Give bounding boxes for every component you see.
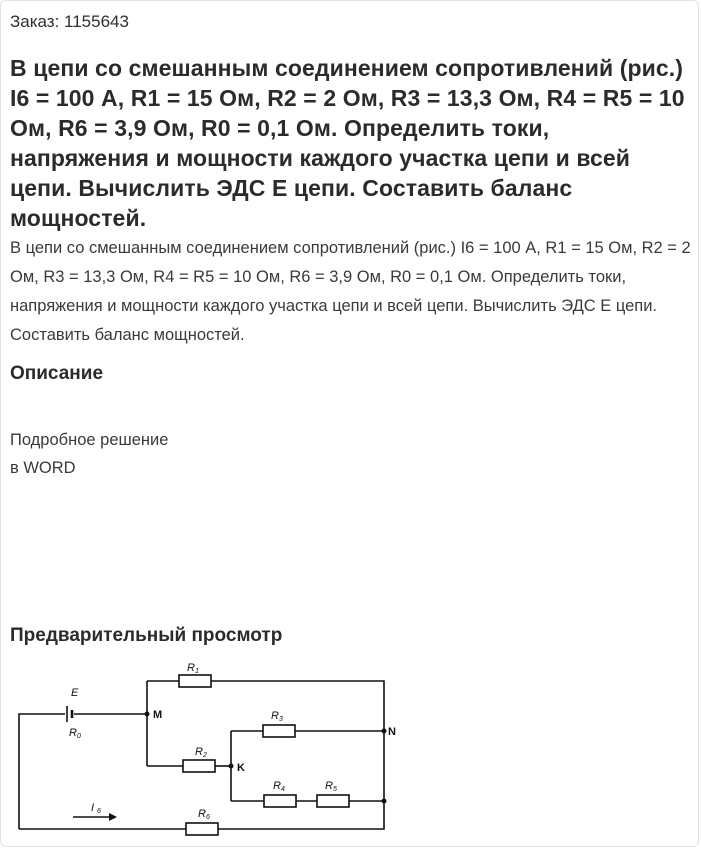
preview-heading: Предварительный просмотр: [10, 625, 283, 646]
description-text: [10, 426, 168, 482]
label-R1-sub: 1: [195, 668, 199, 675]
label-I6-sub: 6: [97, 808, 101, 815]
label-R4: R: [273, 780, 281, 792]
resistor-R4: [264, 795, 296, 807]
resistor-R6: [186, 823, 218, 835]
node-M-dot: [145, 712, 150, 717]
resistor-R5: [317, 795, 349, 807]
label-R0-sub: 0: [77, 733, 81, 740]
resistor-R2: [183, 760, 215, 772]
wire-left: [19, 714, 65, 829]
label-R2: R: [195, 746, 203, 758]
problem-description: В цепи со смешанным соединением сопротивлений (рис.) I6 = 100 А, R1 = 15 Ом, R2 = 2 Ом, R3 = 13,3 Ом, R4 = R5 = 10 Ом, R6 = 3,9 Ом, R0 = 0,1 Ом. Определить токи, напряжения и мощности каждого участка цепи и всей цепи. Вычислить ЭДС Е цепи. Составить баланс мощностей.: [10, 239, 691, 344]
label-R2-sub: 2: [203, 752, 207, 759]
label-R1: R: [187, 662, 195, 674]
circuit-preview-image: [1, 656, 401, 841]
label-R0: R: [69, 727, 77, 739]
node-K-dot: [229, 764, 234, 769]
node-N-dot-1: [382, 729, 387, 734]
label-node-K: K: [237, 762, 245, 774]
current-arrow-head: [109, 813, 117, 821]
description-line-2: в WORD: [10, 459, 76, 477]
order-number: Заказ: 1155643: [10, 12, 129, 31]
label-R4-sub: 4: [281, 786, 285, 793]
label-R6-sub: 6: [206, 814, 210, 821]
resistor-R1: [179, 675, 211, 687]
problem-title: В цепи со смешанным соединением сопротивлений (рис.) I6 = 100 А, R1 = 15 Ом, R2 = 2 Ом, R3 = 13,3 Ом, R4 = R5 = 10 Ом, R6 = 3,9 Ом, R0 = 0,1 Ом. Определить токи, напряжения и мощности каждого участка цепи и всей цепи. Вычислить ЭДС Е цепи. Составить баланс мощностей.: [10, 55, 685, 231]
label-R3-sub: 3: [279, 716, 283, 723]
label-E: E: [71, 687, 79, 699]
label-R6: R: [198, 808, 206, 820]
label-I6: I: [91, 802, 95, 814]
label-node-N: N: [388, 726, 396, 738]
wire-R1-right: [211, 681, 384, 801]
description-line-1: Подробное решение: [10, 431, 169, 449]
label-R5-sub: 5: [333, 786, 337, 793]
description-heading: Описание: [10, 363, 104, 384]
label-R5: R: [325, 780, 333, 792]
circuit-diagram: [1, 656, 401, 841]
label-node-M: M: [153, 709, 163, 721]
resistor-R3: [263, 725, 295, 737]
node-N-dot-2: [382, 799, 387, 804]
label-R3: R: [271, 710, 279, 722]
